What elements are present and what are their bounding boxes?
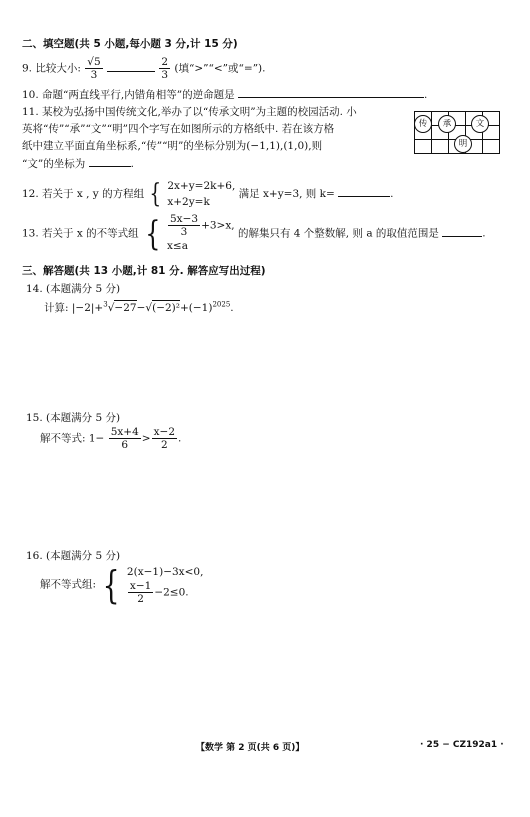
grid-char-ming: 明 <box>454 135 472 153</box>
q10-end: . <box>423 89 428 101</box>
q9-hint: (填“>”“<”或“=”). <box>174 62 266 75</box>
grid-char-chuan: 传 <box>414 115 432 133</box>
q11-line-2: 英将“传”“承”“文”“明”四个字写在如图所示的方格纸中. 若在该方格 <box>22 123 335 135</box>
q9-frac1-den: 3 <box>90 69 98 81</box>
q14-cbrt-index: 3 <box>103 300 108 309</box>
q11-line-1: 11. 某校为弘扬中国传统文化,举办了以“传承文明”为主题的校园活动. 小 <box>22 106 357 118</box>
q14-header: 14. (本题满分 5 分) <box>26 283 121 295</box>
q14-expression <box>44 300 234 315</box>
q16-ineq-2 <box>127 580 204 605</box>
q13-frac-num: 5x−3 <box>169 213 199 225</box>
q16-frac-num: x−1 <box>129 580 152 592</box>
q15-f2-num: x−2 <box>153 426 176 438</box>
q15-fraction-2 <box>152 426 177 451</box>
q10-answer-blank[interactable] <box>238 86 424 98</box>
q15-header: 15. (本题满分 5 分) <box>26 412 121 424</box>
q15-expression <box>40 426 181 451</box>
q10-text: 10. 命题“两直线平行,内错角相等”的逆命题是 <box>22 89 235 101</box>
section-title-answer: 三、解答题(共 13 小题,计 81 分. 解答应写出过程) <box>22 265 266 277</box>
q13-system <box>167 213 235 254</box>
q16-brace: { <box>103 562 120 607</box>
q11-line-4-text: “文”的坐标为 <box>22 158 86 170</box>
q14-cbrt-radicand: −27 <box>114 302 137 314</box>
q15-f1-num: 5x+4 <box>110 426 139 438</box>
q12-eq-1: 2x+y=2k+6, <box>167 180 236 192</box>
q12-text-b: 满足 x+y=3, 则 k= <box>238 188 335 200</box>
q16-system <box>127 564 204 605</box>
q16-header: 16. (本题满分 5 分) <box>26 550 121 562</box>
q14-exponent: 2025 <box>212 300 231 309</box>
page-code: · 25 − CZ192a1 · <box>420 740 504 750</box>
q13-ineq-2: x≤a <box>166 240 188 252</box>
q15-f1-den: 6 <box>121 439 129 451</box>
q12-system <box>167 178 235 210</box>
question-9 <box>22 56 266 81</box>
q13-answer-blank[interactable] <box>442 225 482 237</box>
section-title-fill-in: 二、填空题(共 5 小题,每小题 3 分,计 15 分) <box>22 38 238 50</box>
question-13 <box>22 213 486 254</box>
q13-frac-den: 3 <box>180 226 188 238</box>
q14-radical-sign: √ <box>107 302 115 314</box>
q12-eq-2: x+2y=k <box>167 196 210 208</box>
q16-frac-den: 2 <box>137 593 144 605</box>
q9-fraction-2 <box>159 56 170 81</box>
grid-char-cheng: 承 <box>438 115 456 133</box>
q9-fraction-1 <box>85 56 102 81</box>
q16-text-a: 解不等式组: <box>40 578 97 591</box>
q9-prompt: 比较大小: <box>35 62 81 75</box>
q14-calc-c: +(−1) <box>179 302 213 314</box>
question-11 <box>22 104 357 173</box>
q9-frac1-num: √5 <box>87 56 101 68</box>
q14-calc-a: 计算: |−2|+ <box>44 302 104 314</box>
q13-ineq-1 <box>167 213 235 238</box>
q11-end: . <box>130 158 134 170</box>
q9-frac2-num: 2 <box>161 56 169 68</box>
q11-grid-figure <box>414 111 500 154</box>
q13-text-b: 的解集只有 4 个整数解, 则 a 的取值范围是 <box>237 227 439 240</box>
q13-brace: { <box>145 213 161 254</box>
q14-calc-b: − <box>136 302 146 314</box>
q12-text-a: 12. 若关于 x , y 的方程组 <box>22 188 145 200</box>
q14-sqrt-radicand: (−2)² <box>152 302 180 314</box>
q16-fraction <box>128 580 153 605</box>
q13-end: . <box>482 227 486 240</box>
q13-fraction <box>168 213 200 238</box>
q15-f2-den: 2 <box>160 439 168 451</box>
q9-number: 9. <box>22 62 33 75</box>
q12-answer-blank[interactable] <box>338 185 390 197</box>
q15-text-a: 解不等式: 1− <box>40 432 105 445</box>
q9-answer-blank[interactable] <box>107 60 155 72</box>
question-10 <box>22 86 427 102</box>
grid-char-wen: 文 <box>471 115 489 133</box>
q16-expression <box>40 564 203 605</box>
q16-ineq-1: 2(x−1)−3x<0, <box>126 566 204 578</box>
q15-gt: > <box>141 432 151 445</box>
q13-text-a: 13. 若关于 x 的不等式组 <box>22 227 139 240</box>
q11-line-4 <box>22 155 357 173</box>
q14-sqrt-sign: √ <box>145 302 153 314</box>
q12-brace: { <box>149 179 162 209</box>
q11-answer-blank[interactable] <box>89 155 131 167</box>
q16-ineq-2-tail: −2≤0. <box>154 586 189 599</box>
q15-end: . <box>178 432 182 445</box>
q15-fraction-1 <box>109 426 141 451</box>
page-footer: 【数学 第 2 页(共 6 页)】 <box>196 743 305 753</box>
q13-ineq-1-tail: +3>x, <box>201 219 235 232</box>
q9-frac2-den: 3 <box>161 69 169 81</box>
question-12 <box>22 178 393 210</box>
q14-calc-d: . <box>230 302 234 314</box>
q12-end: . <box>390 188 394 200</box>
q11-line-3: 纸中建立平面直角坐标系,“传”“明”的坐标分别为(−1,1),(1,0),则 <box>22 140 323 152</box>
